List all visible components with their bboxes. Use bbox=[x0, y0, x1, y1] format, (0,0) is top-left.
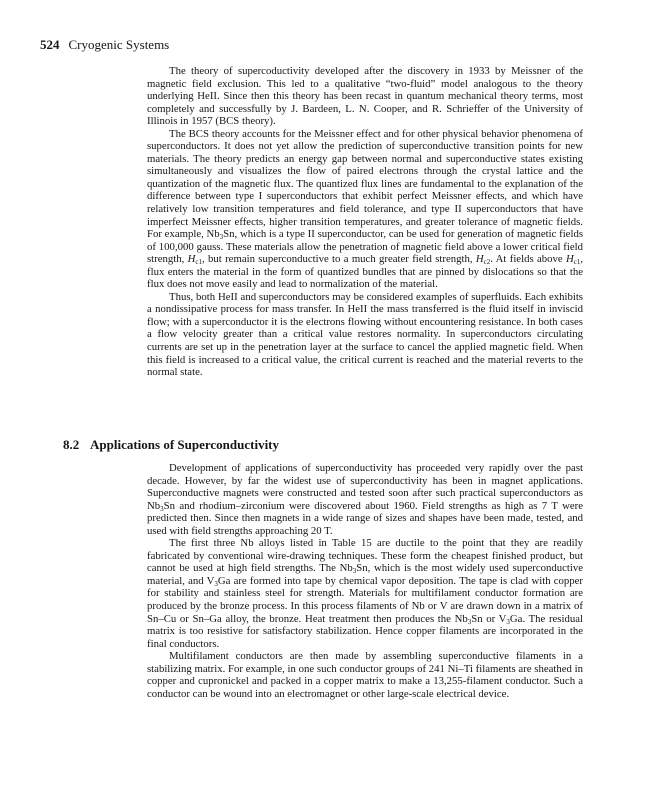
paragraph-bcs-history: The theory of supercoductivity developed after the discovery in 1933 by Meissner of the magnetic field exclusion. This led to a qualitative “two-fluid” model analogous to the theory underlying HeII. Since then this theory has been recast in quantum mechanical theory terms, most completely and successfully by J. Bardeen, L. N. Cooper, and R. Schrieffer of the University of Illinois in 1957 (BCS theory). bbox=[147, 65, 583, 128]
paragraph-magnet-applications: Development of applications of superconductivity has proceeded very rapidly over the past decade. However, by far the widest use of superconductivity has been in magnet applications. Superconductive magnets were constructed and tested soon after such practical superconductors as $Nb_3Sn$ and rhodium–zirconium were discovered about 1960. Field strengths as high as 7 T were predicted then. Since then magnets in a wide range of sizes and shapes have been made, tested, and used with field strengths approaching 20 T. bbox=[147, 462, 583, 537]
section-number: 8.2 bbox=[63, 437, 80, 452]
section-bcs-theory-body bbox=[147, 65, 583, 379]
section-applications-body bbox=[147, 462, 583, 700]
paragraph-bcs-theory: The BCS theory accounts for the Meissner effect and for other physical behavior phenomena of superconductors. It does not yet allow the prediction of superconductive transition points for new materials. The theory predicts an energy gap between normal and superconductive states existing simultaneously and visualizes the flow of paired electrons through the crystal lattice and the quantization of the magnetic flux. The quantized flux lines are fundamental to the explanation of the difference between type I superconductors that exhibit perfect Meissner effects, and which have relatively low transition temperatures and field tolerance, and type II superconductors that have imperfect Meissner effects, higher transition temperatures, and greater tolerance of magnetic fields. For example, $Nb_3Sn$, which is a type II superconductor, can be used for generation of magnetic fields of 100,000 gauss. These materials allow the penetration of magnetic field above a lower critical field strength, $H_{c1}$, but remain superconductive to a much greater field strength, $H_{c2}$. At fields above $H_{c1}$, flux enters the material in the form of quantized bundles that are pinned by dislocations so that the flux does not move easily and lead to normalization of the material. bbox=[147, 127, 584, 291]
running-header bbox=[40, 37, 169, 53]
page-number: 524 bbox=[40, 37, 60, 52]
running-title: Cryogenic Systems bbox=[68, 37, 170, 52]
paragraph-multifilament: Multifilament conductors are then made by assembling superconductive filaments in a stabilizing matrix. For example, in one such conductor groups of 241 Ni–Ti filaments are sheathed in copper and cupronickel and packed in a copper matrix to make a 13,255-filament conductor. Such a conductor can be wound into an electromagnet or other large-scale electrical device. bbox=[147, 650, 583, 700]
paragraph-nb-alloys: The first three Nb alloys listed in Table 15 are ductile to the point that they are readily fabricated by conventional wire-drawing techniques. These form the cheapest finished product, but cannot be used at high field strengths. The $Nb_3Sn$, which is the most widely used superconductive material, and $V_3Ga$ are formed into tape by chemical vapor deposition. The tape is clad with copper for stability and stainless steel for strength. Materials for multifilament conductor formation are produced by the bronze process. In this process filaments of Nb or V are drawn down in a matrix of Sn–Cu or Sn–Ga alloy, the bronze. Heat treatment then produces the $Nb_3Sn$ or $V_3Ga$. The residual matrix is too resistive for satisfactory stabilization. Hence copper filaments are incorporated in the final conductors. bbox=[147, 537, 584, 650]
section-heading bbox=[63, 437, 279, 453]
section-title: Applications of Superconductivity bbox=[90, 437, 280, 452]
paragraph-superfluids: Thus, both HeII and superconductors may be considered examples of superfluids. Each exhibits a nondissipative process for mass transfer. In HeII the mass transferred is the fluid itself in inviscid flow; with a superconductor it is the electrons flowing without encountering resistance. In both cases a flow velocity greater than a critical value restores normality. In superconductors circulating currents are set up in the penetration layer at the surface to cancel the applied magnetic field. When this field is increased to a critical value, the critical current is reached and the material reverts to the normal state. bbox=[147, 290, 583, 379]
